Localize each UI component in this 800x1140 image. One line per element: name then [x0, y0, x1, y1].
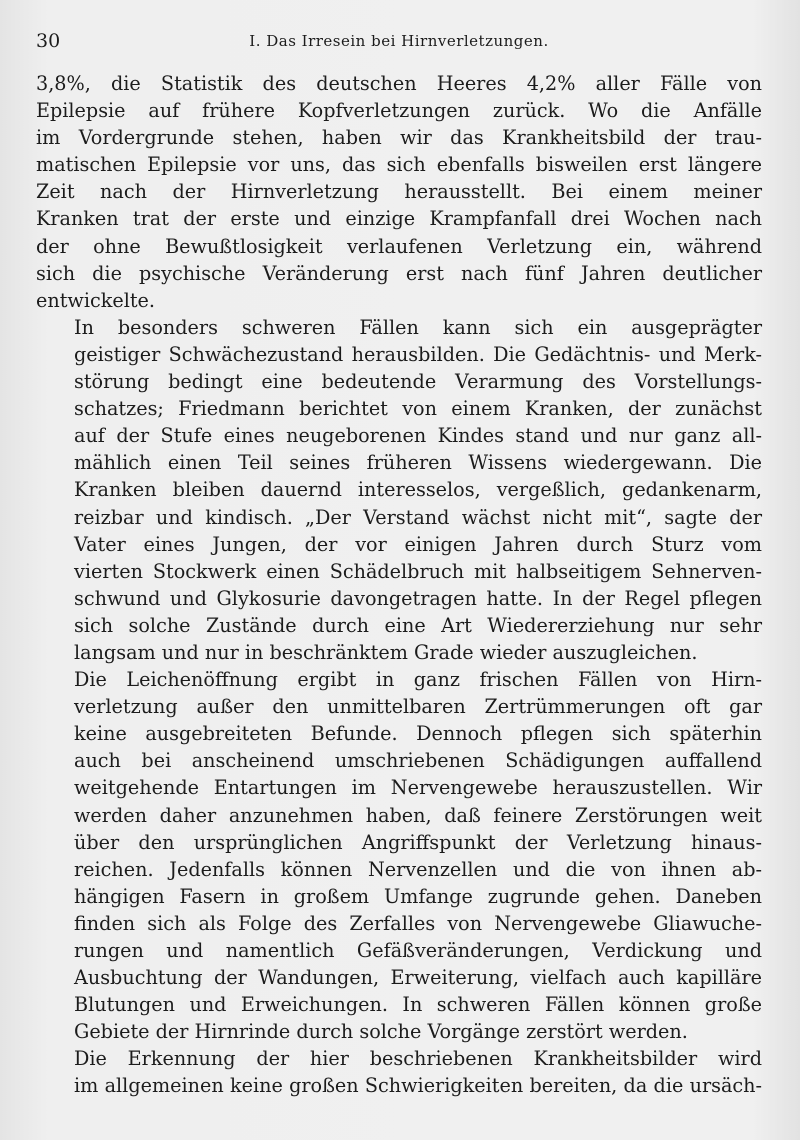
text-line: hängigen Fasern in großem Umfange zugrunde gehen. Daneben — [74, 884, 762, 908]
text-line: Kranken bleiben dauernd interesselos, vergeßlich, gedankenarm, — [74, 478, 762, 502]
body-text — [36, 70, 762, 1100]
text-line: Zeit nach der Hirnverletzung herausstellt. Bei einem meiner — [36, 180, 762, 204]
text-line: auf der Stufe eines neugeborenen Kindes stand und nur ganz all- — [74, 424, 762, 448]
text-line: über den ursprünglichen Angriffspunkt der Verletzung hinaus- — [74, 830, 762, 854]
text-line: sich die psychische Veränderung erst nach fünf Jahren deutlicher — [36, 261, 762, 285]
text-line: Die Erkennung der hier beschriebenen Krankheitsbilder wird — [74, 1047, 762, 1071]
text-line: Gebiete der Hirnrinde durch solche Vorgänge zerstört werden. — [74, 1020, 688, 1044]
text-line: reichen. Jedenfalls können Nervenzellen und die von ihnen ab- — [74, 857, 762, 881]
text-line: Vater eines Jungen, der vor einigen Jahren durch Sturz vom — [74, 532, 762, 556]
text-line: störung bedingt eine bedeutende Verarmung des Vorstellungs- — [74, 370, 762, 394]
text-line: 3,8%, die Statistik des deutschen Heeres 4,2% aller Fälle von — [36, 72, 762, 95]
text-line: im Vordergrunde stehen, haben wir das Krankheitsbild der trau- — [36, 126, 762, 150]
text-line: rungen und namentlich Gefäßveränderungen, Verdickung und — [74, 939, 762, 962]
text-line: langsam und nur in beschränktem Grade wieder auszugleichen. — [74, 640, 698, 664]
page-number: 30 — [36, 30, 61, 52]
text-line: vierten Stockwerk einen Schädelbruch mit halbseitigem Sehnerven- — [74, 559, 762, 583]
text-line: schwund und Glykosurie davongetragen hatte. In der Regel pflegen — [74, 586, 762, 610]
page-header — [36, 26, 762, 56]
text-line: entwickelte. — [36, 288, 156, 312]
text-line: schatzes; Friedmann berichtet von einem Kranken, der zunächst — [74, 397, 762, 421]
text-line: Ausbuchtung der Wandungen, Erweiterung, vielfach auch kapilläre — [74, 966, 762, 990]
text-line: Epilepsie auf frühere Kopfverletzungen zurück. Wo die Anfälle — [36, 99, 762, 123]
text-line: Kranken trat der erste und einzige Krampfanfall drei Wochen nach — [36, 207, 762, 231]
text-line: Die Leichenöffnung ergibt in ganz frischen Fällen von Hirn- — [74, 668, 762, 692]
paragraph — [36, 70, 762, 314]
text-line: Blutungen und Erweichungen. In schweren Fällen können große — [74, 993, 762, 1017]
text-line: reizbar und kindisch. „Der Verstand wächst nicht mit“, sagte der — [74, 505, 762, 529]
text-line: geistiger Schwächezustand herausbilden. Die Gedächtnis- und Merk- — [74, 342, 762, 366]
text-line: der ohne Bewußtlosigkeit verlaufenen Verletzung ein, während — [36, 234, 762, 258]
text-line: In besonders schweren Fällen kann sich ein ausgeprägter — [74, 315, 762, 339]
text-line: im allgemeinen keine großen Schwierigkeiten bereiten, da die ursäch- — [74, 1074, 762, 1098]
text-line: verletzung außer den unmittelbaren Zertrümmerungen oft gar — [74, 695, 762, 719]
text-line: auch bei anscheinend umschriebenen Schädigungen auffallend — [74, 749, 762, 773]
text-line: finden sich als Folge des Zerfalles von Nervengewebe Gliawuche- — [74, 911, 762, 935]
paragraph — [36, 1045, 762, 1099]
text-line: sich solche Zustände durch eine Art Wiedererziehung nur sehr — [74, 613, 762, 637]
text-line: keine ausgebreiteten Befunde. Dennoch pflegen sich späterhin — [74, 722, 762, 746]
paragraph — [36, 666, 762, 1045]
text-line: werden daher anzunehmen haben, daß feinere Zerstörungen weit — [74, 803, 762, 827]
text-line: weitgehende Entartungen im Nervengewebe herauszustellen. Wir — [74, 776, 762, 800]
paragraph — [36, 314, 762, 666]
text-line: mählich einen Teil seines früheren Wissens wiedergewann. Die — [74, 451, 762, 475]
running-head: I. Das Irresein bei Hirnverletzungen. — [249, 32, 549, 50]
text-line: matischen Epilepsie vor uns, das sich ebenfalls bisweilen erst längere — [36, 153, 762, 177]
